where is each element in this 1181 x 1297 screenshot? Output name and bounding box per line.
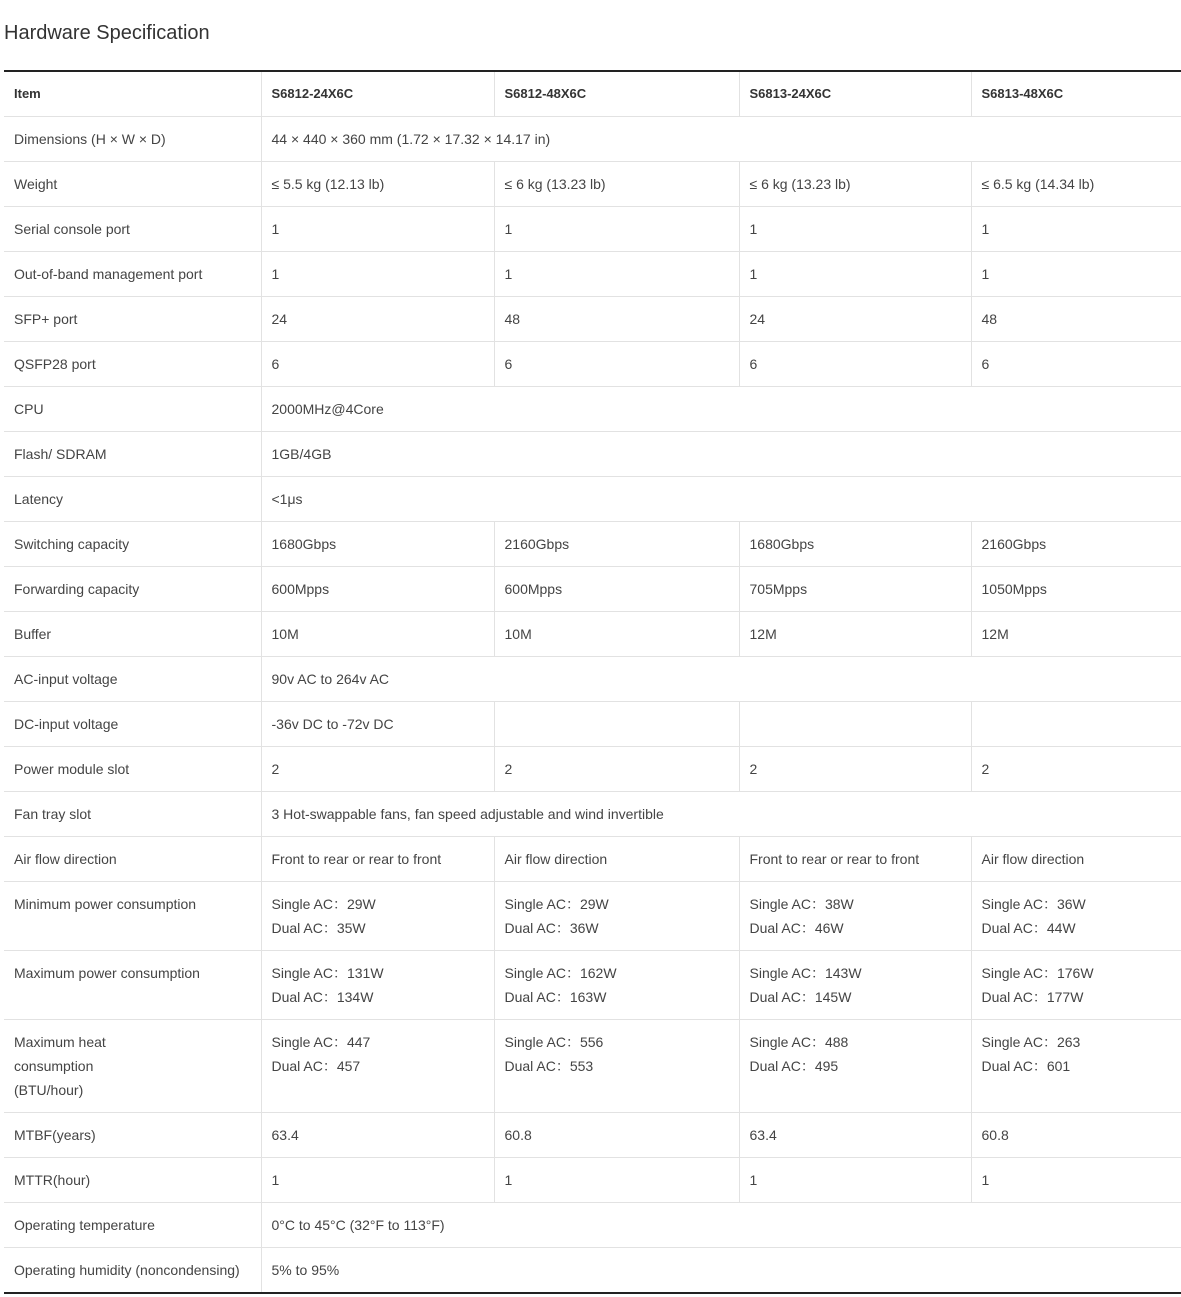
cell-value: Single AC：36W <box>981 896 1086 912</box>
value-cell <box>261 951 494 1020</box>
row-label-cell <box>4 837 261 882</box>
cell-value: 600Mpps <box>504 581 563 597</box>
row-label: consumption <box>14 1058 94 1074</box>
row-label-cell <box>4 702 261 747</box>
cell-value: 1 <box>504 1172 513 1188</box>
value-cell <box>261 522 494 567</box>
table-row <box>4 477 1181 522</box>
value-cell <box>739 342 971 387</box>
value-cell <box>971 1158 1181 1203</box>
value-cell <box>261 207 494 252</box>
cell-value: Single AC：263 <box>981 1034 1081 1050</box>
cell-value: 1 <box>981 1172 990 1188</box>
row-label: Out-of-band management port <box>14 266 203 282</box>
value-cell <box>261 1020 494 1113</box>
cell-value: 2000MHz@4Core <box>271 401 384 417</box>
cell-value: 1 <box>504 221 513 237</box>
value-cell <box>971 207 1181 252</box>
cell-value: 5% to 95% <box>271 1262 340 1278</box>
cell-value: Air flow direction <box>981 851 1085 867</box>
value-cell <box>261 702 494 747</box>
cell-value: 10M <box>504 626 532 642</box>
table-row <box>4 657 1181 702</box>
cell-value: Dual AC：601 <box>981 1058 1071 1074</box>
row-label: DC-input voltage <box>14 716 119 732</box>
row-label: MTBF(years) <box>14 1127 96 1143</box>
row-label: SFP+ port <box>14 311 78 327</box>
row-label: MTTR(hour) <box>14 1172 91 1188</box>
value-cell <box>971 747 1181 792</box>
row-label: AC-input voltage <box>14 671 118 687</box>
cell-value: <1μs <box>271 491 303 507</box>
value-cell <box>261 882 494 951</box>
value-cell <box>494 702 739 747</box>
cell-value: 1680Gbps <box>271 536 337 552</box>
header-cell-item: Item <box>4 71 261 117</box>
value-cell <box>739 252 971 297</box>
value-cell <box>971 882 1181 951</box>
value-cell <box>494 522 739 567</box>
value-cell <box>261 1203 1181 1248</box>
value-cell <box>494 162 739 207</box>
value-cell <box>739 702 971 747</box>
cell-value: 1050Mpps <box>981 581 1047 597</box>
table-row <box>4 297 1181 342</box>
row-label: Power module slot <box>14 761 130 777</box>
header-cell-model: S6812-48X6C <box>494 71 739 117</box>
value-cell <box>261 1248 1181 1294</box>
table-row <box>4 882 1181 951</box>
cell-value: Air flow direction <box>504 851 608 867</box>
cell-value: Single AC：176W <box>981 965 1094 981</box>
cell-value: 1 <box>749 1172 758 1188</box>
cell-value: ≤ 6.5 kg (14.34 lb) <box>981 176 1095 192</box>
cell-value: Single AC：29W <box>271 896 376 912</box>
value-cell <box>261 747 494 792</box>
row-label: Serial console port <box>14 221 130 237</box>
row-label-cell <box>4 522 261 567</box>
row-label: Switching capacity <box>14 536 130 552</box>
value-cell <box>261 297 494 342</box>
value-cell <box>971 1020 1181 1113</box>
row-label-cell <box>4 657 261 702</box>
cell-value: Single AC：488 <box>749 1034 849 1050</box>
value-cell <box>971 1113 1181 1158</box>
cell-value: 0°C to 45°C (32°F to 113°F) <box>271 1217 445 1233</box>
row-label-cell <box>4 432 261 477</box>
cell-value: ≤ 6 kg (13.23 lb) <box>749 176 851 192</box>
cell-value: 1 <box>271 1172 280 1188</box>
header-cell-model: S6812-24X6C <box>261 71 494 117</box>
row-label-cell <box>4 477 261 522</box>
cell-value: 60.8 <box>504 1127 532 1143</box>
value-cell <box>261 792 1181 837</box>
cell-value: 60.8 <box>981 1127 1009 1143</box>
table-row <box>4 1158 1181 1203</box>
cell-value: 63.4 <box>271 1127 299 1143</box>
row-label-cell <box>4 1158 261 1203</box>
value-cell <box>261 252 494 297</box>
row-label: Fan tray slot <box>14 806 92 822</box>
table-row <box>4 252 1181 297</box>
cell-value: -36v DC to -72v DC <box>271 716 394 732</box>
value-cell <box>261 117 1181 162</box>
table-row <box>4 567 1181 612</box>
value-cell <box>494 1158 739 1203</box>
row-label: Latency <box>14 491 64 507</box>
value-cell <box>494 252 739 297</box>
cell-value: Dual AC：36W <box>504 920 599 936</box>
value-cell <box>971 837 1181 882</box>
cell-value: Dual AC：553 <box>504 1058 594 1074</box>
value-cell <box>494 342 739 387</box>
value-cell <box>971 522 1181 567</box>
value-cell <box>971 252 1181 297</box>
table-row <box>4 207 1181 252</box>
cell-value: 1 <box>749 221 758 237</box>
table-row <box>4 792 1181 837</box>
cell-value: Dual AC：177W <box>981 989 1084 1005</box>
table-row <box>4 117 1181 162</box>
row-label-cell <box>4 1113 261 1158</box>
value-cell <box>261 477 1181 522</box>
value-cell <box>739 567 971 612</box>
table-row <box>4 1020 1181 1113</box>
row-label-cell <box>4 567 261 612</box>
cell-value: Front to rear or rear to front <box>749 851 920 867</box>
value-cell <box>739 951 971 1020</box>
cell-value: ≤ 5.5 kg (12.13 lb) <box>271 176 385 192</box>
cell-value: Dual AC：44W <box>981 920 1076 936</box>
value-cell <box>261 432 1181 477</box>
table-row <box>4 1203 1181 1248</box>
table-row <box>4 432 1181 477</box>
value-cell <box>261 342 494 387</box>
cell-value: 24 <box>749 311 766 327</box>
value-cell <box>971 342 1181 387</box>
value-cell <box>261 1113 494 1158</box>
cell-value: Dual AC：134W <box>271 989 374 1005</box>
table-row <box>4 612 1181 657</box>
header-cell-model: S6813-24X6C <box>739 71 971 117</box>
row-label-cell <box>4 297 261 342</box>
cell-value: 24 <box>271 311 288 327</box>
value-cell <box>971 297 1181 342</box>
row-label-cell <box>4 747 261 792</box>
table-row <box>4 951 1181 1020</box>
cell-value: 2 <box>981 761 990 777</box>
table-row <box>4 747 1181 792</box>
cell-value: Dual AC：145W <box>749 989 852 1005</box>
row-label: (BTU/hour) <box>14 1082 84 1098</box>
row-label: Air flow direction <box>14 851 117 867</box>
row-label-cell <box>4 252 261 297</box>
table-body <box>4 117 1181 1294</box>
value-cell <box>261 567 494 612</box>
cell-value: 6 <box>504 356 513 372</box>
cell-value: Single AC：131W <box>271 965 384 981</box>
cell-value: 3 Hot-swappable fans, fan speed adjustable and wind invertible <box>271 806 664 822</box>
row-label: Flash/ SDRAM <box>14 446 107 462</box>
value-cell <box>739 747 971 792</box>
table-row <box>4 1113 1181 1158</box>
table-row <box>4 342 1181 387</box>
row-label: Dimensions (H × W × D) <box>14 131 166 147</box>
header-cell-model: S6813-48X6C <box>971 71 1181 117</box>
table-row <box>4 702 1181 747</box>
value-cell <box>261 1158 494 1203</box>
cell-value: Single AC：556 <box>504 1034 604 1050</box>
cell-value: Single AC：38W <box>749 896 854 912</box>
value-cell <box>494 1020 739 1113</box>
header-row <box>4 71 1181 117</box>
row-label: Weight <box>14 176 58 192</box>
cell-value: 1 <box>504 266 513 282</box>
cell-value: Dual AC：35W <box>271 920 366 936</box>
cell-value: 1 <box>981 266 990 282</box>
cell-value: 1 <box>271 221 280 237</box>
cell-value: 48 <box>981 311 998 327</box>
row-label: CPU <box>14 401 44 417</box>
row-label-cell <box>4 207 261 252</box>
cell-value: Single AC：29W <box>504 896 609 912</box>
row-label-cell <box>4 792 261 837</box>
row-label: Operating temperature <box>14 1217 155 1233</box>
row-label-cell <box>4 117 261 162</box>
row-label-cell <box>4 1203 261 1248</box>
cell-value: Dual AC：495 <box>749 1058 839 1074</box>
value-cell <box>494 297 739 342</box>
hardware-spec-table <box>4 70 1181 1294</box>
cell-value: 1 <box>271 266 280 282</box>
cell-value: 600Mpps <box>271 581 330 597</box>
value-cell <box>739 837 971 882</box>
value-cell <box>739 1158 971 1203</box>
row-label-cell <box>4 951 261 1020</box>
cell-value: 48 <box>504 311 521 327</box>
row-label: Maximum power consumption <box>14 965 200 981</box>
cell-value: 2 <box>504 761 513 777</box>
cell-value: 6 <box>271 356 280 372</box>
row-label-cell <box>4 342 261 387</box>
row-label-cell <box>4 387 261 432</box>
value-cell <box>971 612 1181 657</box>
row-label-cell <box>4 162 261 207</box>
table-header <box>4 71 1181 117</box>
value-cell <box>739 1113 971 1158</box>
row-label: Forwarding capacity <box>14 581 140 597</box>
cell-value: 12M <box>981 626 1009 642</box>
value-cell <box>739 1020 971 1113</box>
cell-value: 2 <box>271 761 280 777</box>
cell-value: 44 × 440 × 360 mm (1.72 × 17.32 × 14.17 in) <box>271 131 551 147</box>
cell-value: 12M <box>749 626 777 642</box>
cell-value: Dual AC：163W <box>504 989 607 1005</box>
cell-value: 1 <box>749 266 758 282</box>
cell-value: 705Mpps <box>749 581 808 597</box>
cell-value: Dual AC：457 <box>271 1058 361 1074</box>
value-cell <box>739 882 971 951</box>
row-label: Buffer <box>14 626 52 642</box>
value-cell <box>494 1113 739 1158</box>
value-cell <box>261 837 494 882</box>
value-cell <box>971 951 1181 1020</box>
cell-value: 10M <box>271 626 299 642</box>
value-cell <box>739 207 971 252</box>
table-row <box>4 162 1181 207</box>
value-cell <box>739 612 971 657</box>
value-cell <box>261 162 494 207</box>
value-cell <box>494 747 739 792</box>
value-cell <box>261 387 1181 432</box>
cell-value: 90v AC to 264v AC <box>271 671 390 687</box>
table-row <box>4 1248 1181 1294</box>
row-label: Minimum power consumption <box>14 896 197 912</box>
value-cell <box>971 567 1181 612</box>
value-cell <box>261 657 1181 702</box>
table-row <box>4 387 1181 432</box>
cell-value: 1680Gbps <box>749 536 815 552</box>
cell-value: 1 <box>981 221 990 237</box>
page-title: Hardware Specification <box>4 22 210 44</box>
value-cell <box>739 522 971 567</box>
value-cell <box>739 297 971 342</box>
cell-value: 2160Gbps <box>504 536 570 552</box>
value-cell <box>494 207 739 252</box>
cell-value: 6 <box>981 356 990 372</box>
value-cell <box>739 162 971 207</box>
cell-value: Front to rear or rear to front <box>271 851 442 867</box>
row-label: QSFP28 port <box>14 356 96 372</box>
row-label-cell <box>4 612 261 657</box>
value-cell <box>494 612 739 657</box>
value-cell <box>494 951 739 1020</box>
value-cell <box>971 162 1181 207</box>
cell-value: 1GB/4GB <box>271 446 332 462</box>
row-label-cell <box>4 882 261 951</box>
cell-value: Single AC：162W <box>504 965 617 981</box>
value-cell <box>494 837 739 882</box>
cell-value: 6 <box>749 356 758 372</box>
row-label-cell <box>4 1248 261 1294</box>
row-label: Maximum heat <box>14 1034 106 1050</box>
table-row <box>4 522 1181 567</box>
cell-value: Dual AC：46W <box>749 920 844 936</box>
cell-value: Single AC：143W <box>749 965 862 981</box>
row-label: Operating humidity (noncondensing) <box>14 1262 240 1278</box>
value-cell <box>494 567 739 612</box>
cell-value: Single AC：447 <box>271 1034 371 1050</box>
value-cell <box>494 882 739 951</box>
value-cell <box>971 702 1181 747</box>
row-label-cell <box>4 1020 261 1113</box>
cell-value: 63.4 <box>749 1127 777 1143</box>
cell-value: 2 <box>749 761 758 777</box>
cell-value: ≤ 6 kg (13.23 lb) <box>504 176 606 192</box>
value-cell <box>261 612 494 657</box>
cell-value: 2160Gbps <box>981 536 1047 552</box>
table-row <box>4 837 1181 882</box>
